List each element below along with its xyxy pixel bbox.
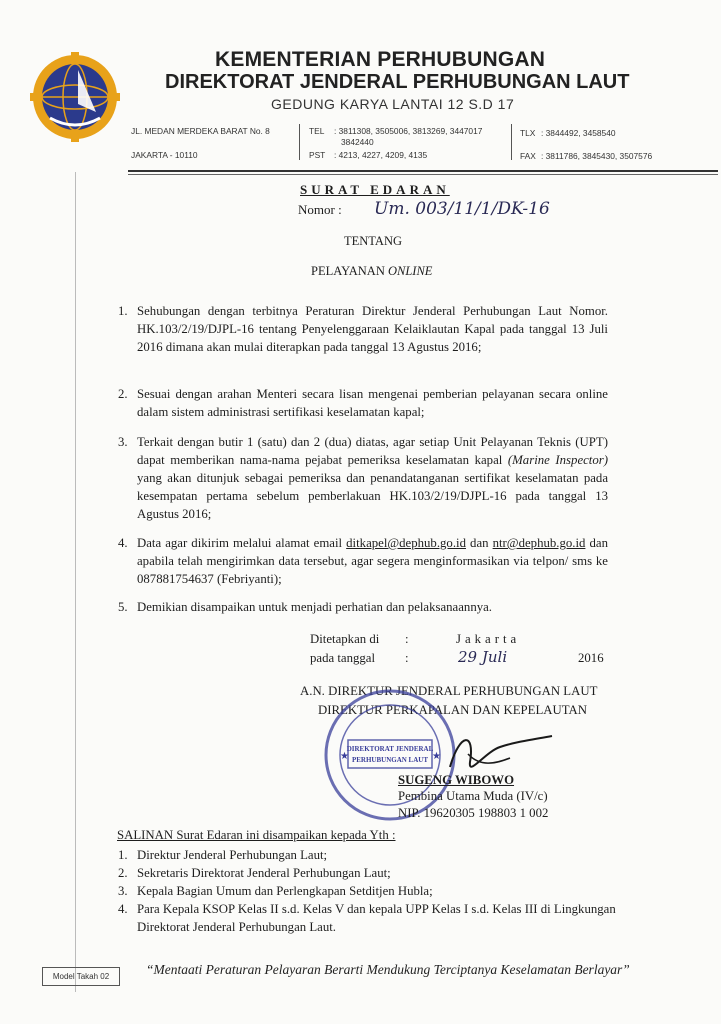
item-text: Terkait dengan butir 1 (satu) dan 2 (dua) diatas, agar setiap Unit Pelayanan Teknis (UPT) dapat memberikan nama-nama pejabat pemeriksa keselamatan kapal (Marine Inspector) yang akan ditunjuk sebagai pemeriksa dan penandatanganan sertifikat keselamatan pada kesempatan pertama sebelum pemberlakuan HK.103/2/19/DJPL-16 pada tanggal 13 Agustus 2016;: [137, 435, 608, 521]
header-divider: [511, 124, 512, 160]
tel-value-2: 3842440: [341, 137, 374, 147]
tanggal-year: 2016: [578, 651, 604, 665]
address-city: JAKARTA - 10110: [131, 150, 198, 160]
signer-title-1: A.N. DIREKTUR JENDERAL PERHUBUNGAN LAUT: [300, 684, 598, 698]
salinan-heading: SALINAN Surat Edaran ini disampaikan kepada Yth :: [117, 828, 396, 842]
item-text: Demikian disampaikan untuk menjadi perhatian dan pelaksanaannya.: [137, 600, 492, 614]
fax-label: FAX: [520, 151, 536, 161]
salinan-item: Sekretaris Direktorat Jenderal Perhubungan Laut;: [137, 866, 391, 880]
item-text: Sehubungan dengan terbitnya Peraturan Direktur Jenderal Perhubungan Laut Nomor. HK.103/2/19/DJPL-16 tentang Penyelenggaraan Kelaiklautan Kapal pada tanggal 13 Juli 2016 dimana akan mulai diterapkan pada tanggal 13 Agustus 2016;: [137, 304, 608, 354]
item-text: Sesuai dengan arahan Menteri secara lisan mengenai pemberian pelayanan secara online dalam sistem administrasi sertifikasi keselamatan kapal;: [137, 387, 608, 419]
header-rule: [128, 170, 718, 172]
signer-nip: NIP. 19620305 198803 1 002: [398, 806, 549, 820]
signer-rank: Pembina Utama Muda (IV/c): [398, 789, 548, 803]
item-number: 3.: [118, 435, 128, 449]
tlx-label: TLX: [520, 128, 536, 138]
salinan-number: 4.: [118, 902, 128, 916]
item-number: 5.: [118, 600, 128, 614]
header-ministry: KEMENTERIAN PERHUBUNGAN: [215, 48, 546, 71]
signer-title-2: DIREKTUR PERKAPALAN DAN KEPELAUTAN: [318, 703, 588, 717]
tentang-label: TENTANG: [344, 234, 403, 248]
margin-line: [75, 172, 76, 992]
tel-label: TEL: [309, 126, 325, 136]
salinan-item: Direktur Jenderal Perhubungan Laut;: [137, 848, 328, 862]
ditetapkan-label: Ditetapkan di: [310, 632, 380, 646]
email-link-ntr[interactable]: ntr@dephub.go.id: [492, 536, 586, 550]
fax-value: : 3811786, 3845430, 3507576: [541, 151, 653, 161]
tlx-value: : 3844492, 3458540: [541, 128, 616, 138]
email-link-ditkapel[interactable]: ditkapel@dephub.go.id: [346, 536, 466, 550]
nomor-handwritten: Um. 003/11/1/DK-16: [374, 199, 550, 219]
salinan-number: 3.: [118, 884, 128, 898]
header-divider: [299, 124, 300, 160]
pst-value: : 4213, 4227, 4209, 4135: [334, 150, 428, 160]
salinan-item: Kepala Bagian Umum dan Perlengkapan Setditjen Hubla;: [137, 884, 433, 898]
svg-text:★: ★: [432, 751, 441, 762]
salinan-number: 2.: [118, 866, 128, 880]
tanggal-handwritten: 29 Juli: [458, 648, 508, 666]
salinan-number: 1.: [118, 848, 128, 862]
stamp-text-1: DIREKTORAT JENDERAL: [346, 745, 434, 753]
header-building: GEDUNG KARYA LANTAI 12 S.D 17: [271, 96, 515, 112]
svg-text:★: ★: [340, 751, 349, 762]
salinan-item: Para Kepala KSOP Kelas II s.d. Kelas V dan kepala UPP Kelas I s.d. Kelas III di Lingkungan Direktorat Jenderal Perhubungan Laut.: [137, 902, 616, 934]
signer-name: SUGENG WIBOWO: [398, 773, 515, 787]
item-text: Data agar dikirim melalui alamat email ditkapel@dephub.go.id dan ntr@dephub.go.id dan apabila telah mengirimkan data tersebut, agar segera menginformasikan via telpon/ sms ke 087881754637 (Febriyanti);: [137, 536, 608, 586]
pst-label: PST: [309, 150, 326, 160]
tanggal-label: pada tanggal: [310, 651, 376, 665]
ministry-logo: [30, 52, 120, 142]
footer-motto: “Mentaati Peraturan Pelayaran Berarti Mendukung Terciptanya Keselamatan Berlayar”: [146, 962, 630, 977]
subject: PELAYANAN ONLINE: [311, 264, 433, 278]
tanggal-sep: :: [405, 651, 409, 665]
header-directorate: DIREKTORAT JENDERAL PERHUBUNGAN LAUT: [165, 71, 630, 93]
letter-title: SURAT EDARAN: [300, 182, 450, 197]
item-number: 1.: [118, 304, 128, 318]
item-number: 2.: [118, 387, 128, 401]
item-number: 4.: [118, 536, 128, 550]
header-rule-thin: [128, 174, 718, 175]
nomor-label: Nomor :: [298, 202, 342, 217]
ditetapkan-sep: :: [405, 632, 409, 646]
stamp-text-2: PERHUBUNGAN LAUT: [351, 756, 429, 764]
model-takah-box: Model Takah 02: [42, 967, 120, 986]
tel-value: : 3811308, 3505006, 3813269, 3447017: [334, 126, 483, 136]
address-street: JL. MEDAN MERDEKA BARAT No. 8: [131, 126, 270, 136]
ditetapkan-value: Jakarta: [456, 632, 521, 646]
official-stamp: [320, 685, 460, 825]
